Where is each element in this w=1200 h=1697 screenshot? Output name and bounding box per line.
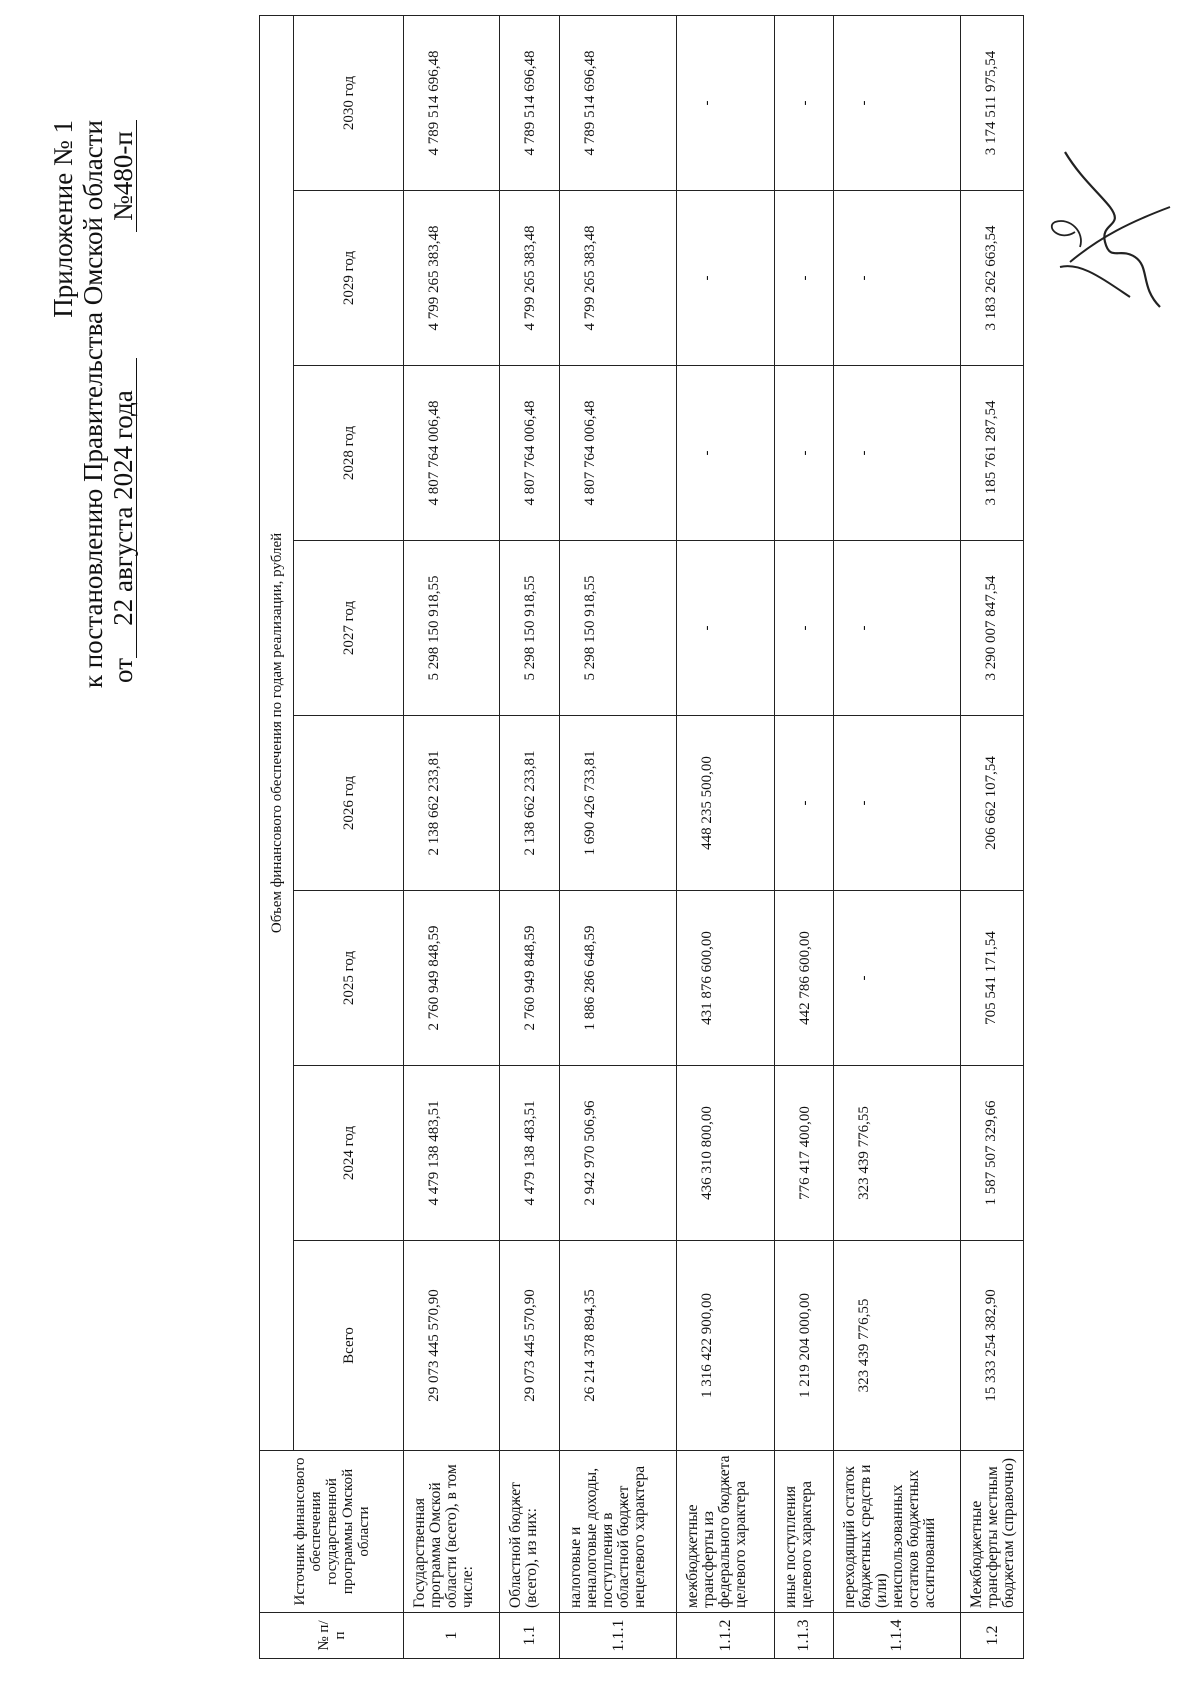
- from-label: от: [108, 658, 138, 683]
- row-value: 3 290 007 847,54: [961, 541, 1024, 716]
- row-total: 15 333 254 382,90: [961, 1241, 1024, 1451]
- header-year: 2030 год: [294, 15, 404, 190]
- row-value: 2 138 662 233,81: [404, 716, 500, 891]
- row-value: 2 942 970 506,96: [560, 1066, 677, 1241]
- row-value: 431 876 600,00: [677, 891, 775, 1066]
- financing-table: [259, 15, 1024, 1659]
- row-value: -: [677, 15, 775, 190]
- row-total: 26 214 378 894,35: [560, 1241, 677, 1451]
- header-year: 2024 год: [294, 1066, 404, 1241]
- row-value: -: [775, 191, 833, 366]
- resolution-date: 22 августа 2024 года: [110, 358, 137, 658]
- row-value: 4 807 764 006,48: [499, 366, 560, 541]
- handwritten-signature: [1040, 137, 1190, 317]
- row-total: 1 219 204 000,00: [775, 1241, 833, 1451]
- row-value: 1 690 426 733,81: [560, 716, 677, 891]
- row-value: 3 185 761 287,54: [961, 366, 1024, 541]
- row-value: -: [833, 541, 961, 716]
- row-total: 29 073 445 570,90: [404, 1241, 500, 1451]
- table-row: [499, 15, 560, 1658]
- row-value: 4 789 514 696,48: [404, 15, 500, 190]
- row-value: 4 807 764 006,48: [560, 366, 677, 541]
- row-value: 448 235 500,00: [677, 716, 775, 891]
- table-row: [677, 15, 775, 1658]
- header-source: Источник финансового обеспечения государственной программы Омской области: [260, 1451, 404, 1613]
- row-value: 4 799 265 383,48: [499, 191, 560, 366]
- row-value: -: [833, 891, 961, 1066]
- row-value: 4 807 764 006,48: [404, 366, 500, 541]
- row-value: 4 789 514 696,48: [499, 15, 560, 190]
- row-value: 206 662 107,54: [961, 716, 1024, 891]
- header-no: № п/п: [260, 1613, 404, 1659]
- header-year: 2025 год: [294, 891, 404, 1066]
- row-value: -: [833, 716, 961, 891]
- row-no: 1.1: [499, 1613, 560, 1659]
- row-value: 442 786 600,00: [775, 891, 833, 1066]
- row-value: -: [775, 15, 833, 190]
- header-year: 2027 год: [294, 541, 404, 716]
- row-value: 1 886 286 648,59: [560, 891, 677, 1066]
- table-row: [833, 15, 961, 1658]
- row-value: -: [833, 191, 961, 366]
- header-year: 2029 год: [294, 191, 404, 366]
- row-value: 5 298 150 918,55: [560, 541, 677, 716]
- row-value: -: [833, 366, 961, 541]
- appendix-title: Приложение № 1: [48, 120, 78, 318]
- date-number-line: [108, 120, 138, 688]
- row-no: 1.1.2: [677, 1613, 775, 1659]
- header-year: 2026 год: [294, 716, 404, 891]
- row-value: 5 298 150 918,55: [404, 541, 500, 716]
- row-value: 776 417 400,00: [775, 1066, 833, 1241]
- row-value: -: [677, 191, 775, 366]
- row-source: Государственная программа Омской области (всего), в том числе:: [404, 1451, 500, 1613]
- row-no: 1.1.3: [775, 1613, 833, 1659]
- row-value: -: [775, 716, 833, 891]
- resolution-reference: к постановлению Правительства Омской области: [78, 120, 108, 689]
- row-total: 323 439 776,55: [833, 1241, 961, 1451]
- table-row: [404, 15, 500, 1658]
- row-source: Областной бюджет (всего), из них:: [499, 1451, 560, 1613]
- table-row: [775, 15, 833, 1658]
- row-value: -: [677, 366, 775, 541]
- row-value: 2 760 949 848,59: [404, 891, 500, 1066]
- row-value: 4 799 265 383,48: [404, 191, 500, 366]
- row-value: 3 183 262 663,54: [961, 191, 1024, 366]
- row-no: 1: [404, 1613, 500, 1659]
- row-source: межбюджетные трансферты из федерального бюджета целевого характера: [677, 1451, 775, 1613]
- row-total: 29 073 445 570,90: [499, 1241, 560, 1451]
- row-no: 1.1.4: [833, 1613, 961, 1659]
- row-value: 3 174 511 975,54: [961, 15, 1024, 190]
- document-header: [48, 120, 138, 688]
- resolution-number: №480-п: [110, 120, 137, 232]
- row-value: 4 479 138 483,51: [404, 1066, 500, 1241]
- row-value: -: [833, 15, 961, 190]
- row-value: 705 541 171,54: [961, 891, 1024, 1066]
- row-value: -: [775, 541, 833, 716]
- row-value: 4 789 514 696,48: [560, 15, 677, 190]
- row-source: иные поступления целевого характера: [775, 1451, 833, 1613]
- table-row: [560, 15, 677, 1658]
- row-value: -: [775, 366, 833, 541]
- row-value: 1 587 507 329,66: [961, 1066, 1024, 1241]
- row-source: Межбюджетные трансферты местным бюджетам (справочно): [961, 1451, 1024, 1613]
- row-no: 1.1.1: [560, 1613, 677, 1659]
- header-total: Всего: [294, 1241, 404, 1451]
- row-source: переходящий остаток бюджетных средств и (или) неиспользованных остатков бюджетных ассигнований: [833, 1451, 961, 1613]
- header-year: 2028 год: [294, 366, 404, 541]
- header-volume-group: Объем финансового обеспечения по годам реализации, рублей: [260, 15, 294, 1450]
- row-value: 323 439 776,55: [833, 1066, 961, 1241]
- row-value: 436 310 800,00: [677, 1066, 775, 1241]
- table-row: [961, 15, 1024, 1658]
- row-value: 2 760 949 848,59: [499, 891, 560, 1066]
- row-value: 4 479 138 483,51: [499, 1066, 560, 1241]
- row-no: 1.2: [961, 1613, 1024, 1659]
- row-value: 5 298 150 918,55: [499, 541, 560, 716]
- row-value: 2 138 662 233,81: [499, 716, 560, 891]
- row-total: 1 316 422 900,00: [677, 1241, 775, 1451]
- row-source: налоговые и неналоговые доходы, поступления в областной бюджет нецелевого характера: [560, 1451, 677, 1613]
- row-value: -: [677, 541, 775, 716]
- row-value: 4 799 265 383,48: [560, 191, 677, 366]
